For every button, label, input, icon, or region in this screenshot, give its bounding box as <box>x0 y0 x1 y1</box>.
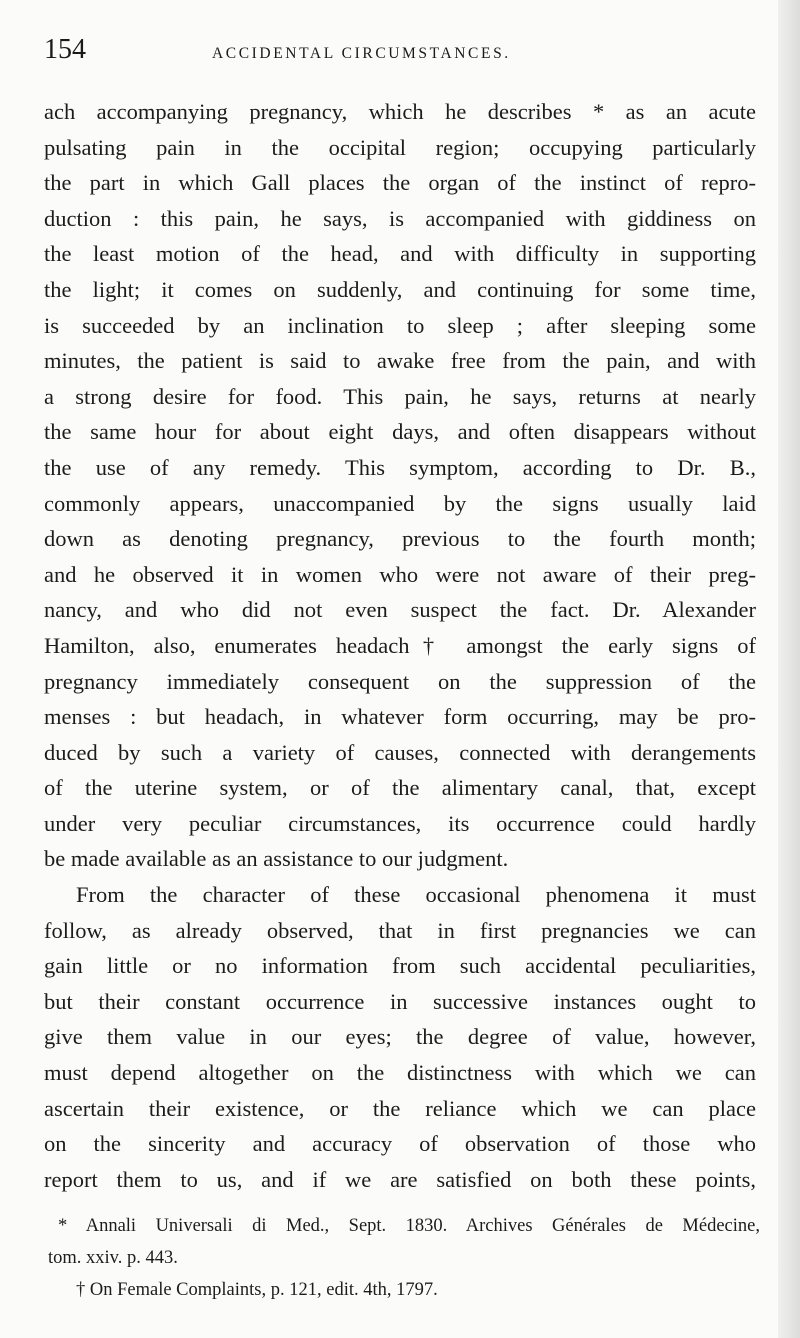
text-line: menses : but headach, in whatever form occurring, may be pro- <box>44 704 756 730</box>
footnote-1-continued: tom. xxiv. p. 443. <box>48 1248 178 1268</box>
text-line: report them to us, and if we are satisfied on both these points, <box>44 1166 756 1192</box>
text-line: a strong desire for food. This pain, he says, returns at nearly <box>44 383 756 409</box>
text-line: the use of any remedy. This symptom, according to Dr. B., <box>44 454 756 480</box>
text-line: the light; it comes on suddenly, and continuing for some time, <box>44 276 756 302</box>
text-line: pulsating pain in the occipital region; occupying particularly <box>44 134 756 160</box>
body-text <box>44 94 756 1197</box>
text-line: gain little or no information from such accidental peculiarities, <box>44 953 756 979</box>
text-line: ach accompanying pregnancy, which he describes * as an acute <box>44 99 756 124</box>
page-header <box>44 34 764 74</box>
text-line: commonly appears, unaccompanied by the signs usually laid <box>44 490 756 516</box>
text-line: ascertain their existence, or the reliance which we can place <box>44 1095 756 1121</box>
page-edge-shadow <box>778 0 800 1338</box>
text-line: minutes, the patient is said to awake free from the pain, and with <box>44 348 756 374</box>
text-line: nancy, and who did not even suspect the fact. Dr. Alexander <box>44 597 756 623</box>
running-title: ACCIDENTAL CIRCUMSTANCES. <box>212 45 511 62</box>
text-line: of the uterine system, or of the alimentary canal, that, except <box>44 775 756 801</box>
text-line: duction : this pain, he says, is accompanied with giddiness on <box>44 205 756 231</box>
text-line: under very peculiar circumstances, its occurrence could hardly <box>44 810 756 836</box>
text-line: down as denoting pregnancy, previous to the fourth month; <box>44 526 756 552</box>
text-line: From the character of these occasional phenomena it must <box>76 882 756 908</box>
text-line: Hamilton, also, enumerates headach† amongst the early signs of <box>44 632 756 658</box>
footnotes <box>48 1210 760 1306</box>
text-line: the part in which Gall places the organ of the instinct of repro- <box>44 170 756 196</box>
footnote-2: † On Female Complaints, p. 121, edit. 4th, 1797. <box>76 1280 438 1300</box>
text-line: but their constant occurrence in successive instances ought to <box>44 988 756 1014</box>
text-line: is succeeded by an inclination to sleep ; after sleeping some <box>44 312 756 338</box>
text-line: and he observed it in women who were not aware of their preg- <box>44 561 756 587</box>
text-line: be made available as an assistance to our judgment. <box>44 846 509 872</box>
text-line: on the sincerity and accuracy of observation of those who <box>44 1131 756 1157</box>
text-line: the least motion of the head, and with difficulty in supporting <box>44 241 756 267</box>
text-line: must depend altogether on the distinctness with which we can <box>44 1060 756 1086</box>
footnote-1: * Annali Universali di Med., Sept. 1830. Archives Générales de Médecine, <box>58 1216 760 1236</box>
text-line: give them value in our eyes; the degree of value, however, <box>44 1024 756 1050</box>
page-number: 154 <box>44 34 86 65</box>
text-line: the same hour for about eight days, and often disappears without <box>44 419 756 445</box>
text-line: pregnancy immediately consequent on the suppression of the <box>44 668 756 694</box>
text-line: duced by such a variety of causes, connected with derangements <box>44 739 756 765</box>
text-line: follow, as already observed, that in first pregnancies we can <box>44 917 756 943</box>
